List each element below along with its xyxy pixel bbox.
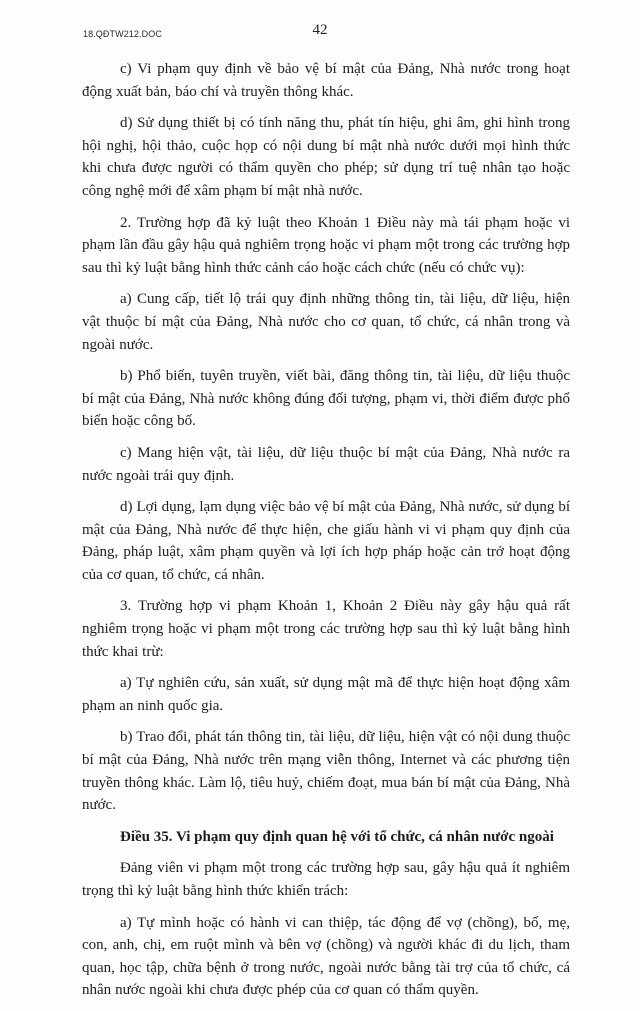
paragraph-a-clause-2: a) Cung cấp, tiết lộ trái quy định những thông tin, tài liệu, dữ liệu, hiện vật thuộc bí mật của Đảng, Nhà nước cho cơ quan, tổ chức, cá nhân trong và ngoài nước. bbox=[82, 291, 570, 353]
article-35-heading: Điều 35. Vi phạm quy định quan hệ với tổ chức, cá nhân nước ngoài bbox=[120, 828, 554, 845]
article-35-intro: Đảng viên vi phạm một trong các trường hợp sau, gây hậu quả ít nghiêm trọng thì kỷ luật bằng hình thức khiển trách: bbox=[82, 860, 570, 899]
document-code: 18.QĐTW212.DOC bbox=[83, 29, 162, 39]
paragraph-a-clause-3: a) Tự nghiên cứu, sản xuất, sử dụng mật mã để thực hiện hoạt động xâm phạm an ninh quốc gia. bbox=[82, 675, 570, 714]
paragraph-b-clause-3: b) Trao đổi, phát tán thông tin, tài liệu, dữ liệu, hiện vật có nội dung thuộc bí mật của Đảng, Nhà nước trên mạng viễn thông, Internet và các phương tiện truyền thông khác. Làm lộ, tiêu huỷ, chiếm đoạt, mua bán bí mật của Đảng, Nhà nước. bbox=[82, 729, 570, 814]
paragraph-c-clause-2: c) Mang hiện vật, tài liệu, dữ liệu thuộc bí mật của Đảng, Nhà nước ra nước ngoài trái quy định. bbox=[82, 444, 570, 484]
paragraph-a-article-35: a) Tự mình hoặc có hành vi can thiệp, tác động để vợ (chồng), bố, mẹ, con, anh, chị, em ruột mình và bên vợ (chồng) và người khác đi du lịch, tham quan, học tập, chữa bệnh ở trong nước, ngoài nước bằng tài trợ của tổ chức, cá nhân nước ngoài khi chưa được phép của cơ quan có thẩm quyền. bbox=[82, 914, 570, 999]
paragraph-d-clause-2: d) Lợi dụng, lạm dụng việc bảo vệ bí mật của Đảng, Nhà nước, sử dụng bí mật của Đảng, Nhà nước để thực hiện, che giấu hành vi vi phạm quy định của Đảng, pháp luật, xâm phạm quyền và lợi ích hợp pháp hoặc cản trở hoạt động của cơ quan, tổ chức, cá nhân. bbox=[82, 499, 570, 583]
paragraph-b-clause-2: b) Phổ biến, tuyên truyền, viết bài, đăng thông tin, tài liệu, dữ liệu thuộc bí mật của Đảng, Nhà nước không đúng đối tượng, phạm vi, thời điểm được phổ biến hoặc công bố. bbox=[82, 368, 570, 430]
paragraph-d-article-34-1: d) Sử dụng thiết bị có tính năng thu, phát tín hiệu, ghi âm, ghi hình trong hội nghị, hội thảo, cuộc họp có nội dung bí mật nhà nước dưới mọi hình thức khi chưa được người có thẩm quyền cho phép; sử dụng trí tuệ nhân tạo hoặc công nghệ mới để xâm phạm bí mật nhà nước. bbox=[82, 115, 570, 199]
document-body bbox=[82, 58, 570, 1011]
page-number: 42 bbox=[312, 22, 328, 38]
clause-2: 2. Trường hợp đã kỷ luật theo Khoản 1 Điều này mà tái phạm hoặc vi phạm lần đầu gây hậu quả nghiêm trọng hoặc vi phạm một trong các trường hợp sau thì kỷ luật bằng hình thức cảnh cáo hoặc cách chức (nếu có chức vụ): bbox=[82, 214, 570, 276]
clause-3: 3. Trường hợp vi phạm Khoản 1, Khoản 2 Điều này gây hậu quả rất nghiêm trọng hoặc vi phạm một trong các trường hợp sau thì kỷ luật bằng hình thức khai trừ: bbox=[82, 598, 570, 660]
paragraph-c-article-34-1: c) Vi phạm quy định về bảo vệ bí mật của Đảng, Nhà nước trong hoạt động xuất bản, báo chí và truyền thông khác. bbox=[82, 61, 570, 100]
